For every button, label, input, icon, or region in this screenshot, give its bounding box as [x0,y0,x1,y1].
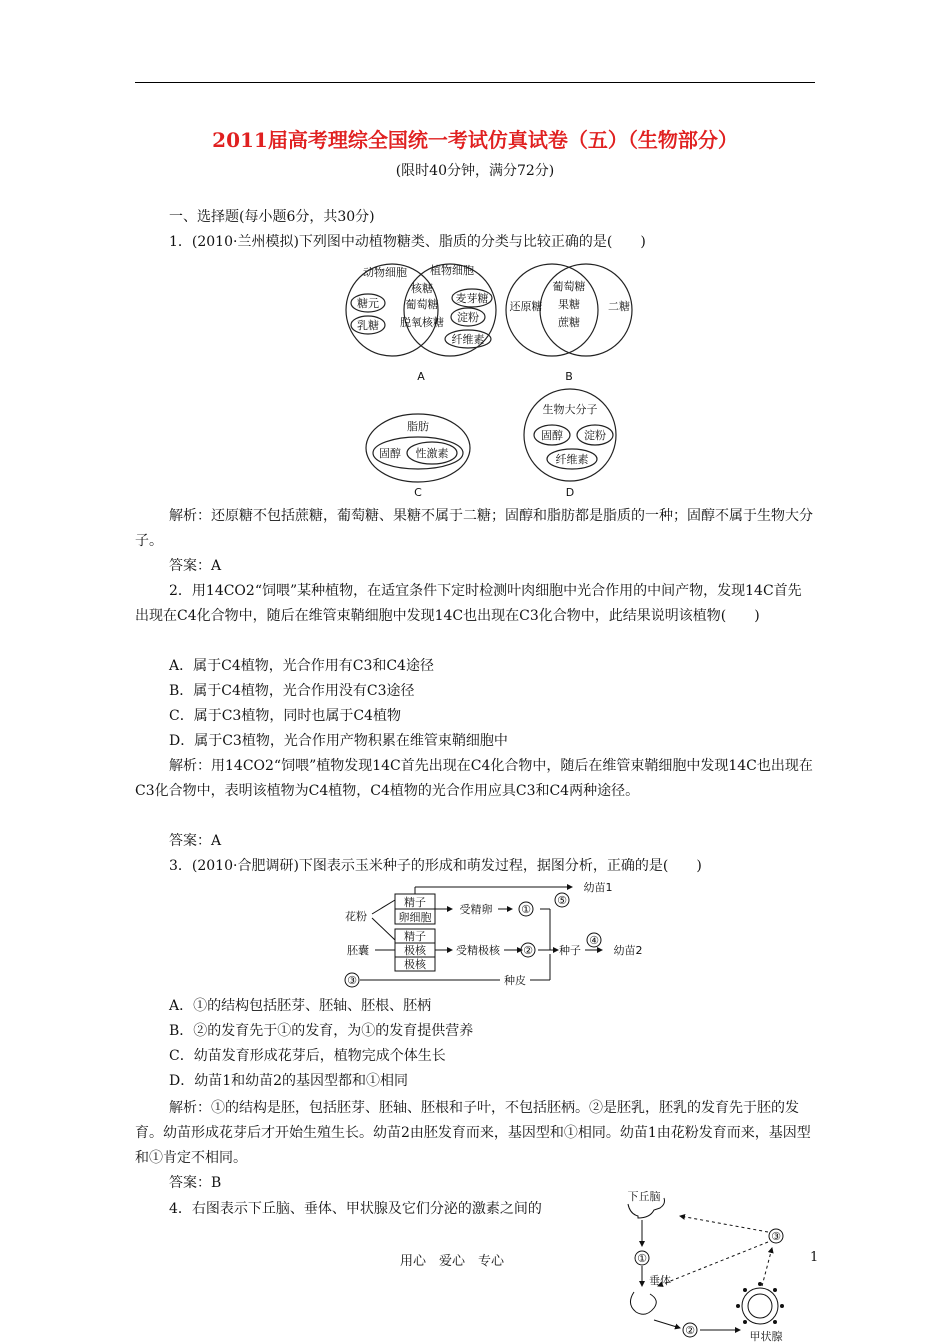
q2-answer: 答案：A [169,833,222,849]
label-zhongzi: 种子 [559,944,581,957]
fig-label-b: B [565,370,573,383]
q4-figure [610,1188,810,1344]
label-hetang: 核糖 [411,282,433,295]
label-guchun-d: 固醇 [541,429,563,442]
page-title: 2011届高考理综全国统一考试仿真试卷（五）（生物部分） [212,128,738,152]
label-xiaqiunao: 下丘脑 [627,1190,661,1203]
label-youmiao-1: 幼苗1 [583,882,613,894]
label-tuoyang: 脱氧核糖 [400,316,444,329]
label-guchun-c: 固醇 [379,447,401,460]
label-luanxibao: 卵细胞 [398,911,432,924]
label-q4-circle-1: ① [637,1252,647,1265]
label-jingzi-2: 精子 [404,930,426,943]
q3-stem: 3．(2010·合肥调研)下图表示玉米种子的形成和萌发过程，据图分析，正确的是( ) [169,858,702,874]
q3-analysis: 解析：①的结构是胚，包括胚芽、胚轴、胚根和子叶，不包括胚柄。②是胚乳，胚乳的发育先于胚的发育。幼苗形成花芽后才开始生殖生长。幼苗2由胚发育而来，基因型和①相同。幼苗1由花粉发育而来，基因型和①肯定不相同。 [135,1100,811,1166]
venn-plant-label: 植物细胞 [430,264,474,277]
label-maiya: 麦芽糖 [455,292,489,305]
q3-option-d: D．幼苗1和幼苗2的基因型都和①相同 [169,1073,409,1089]
label-circle-1: ① [521,903,531,916]
q1-stem: 1．(2010·兰州模拟)下列图中动植物糖类、脂质的分类与比较正确的是( ) [169,234,646,250]
venn-animal-label: 动物细胞 [363,266,407,279]
label-huanyuan: 还原糖 [509,300,543,313]
label-tangyuan: 糖元 [357,297,379,310]
q1-answer: 答案：A [169,558,222,574]
q1-analysis: 解析：还原糖不包括蔗糖，葡萄糖、果糖不属于二糖；固醇和脂肪都是脂质的一种；固醇不属于生物大分子。 [135,508,813,549]
fig-label-a: A [417,370,425,383]
q3-option-b: B．②的发育先于①的发育，为①的发育提供营养 [169,1023,474,1039]
label-jihe-2: 极核 [404,958,426,971]
label-peinang: 胚囊 [347,944,369,957]
label-huafen: 花粉 [345,910,367,923]
label-q4-circle-2: ② [685,1324,695,1337]
section-heading: 一、选择题(每小题6分，共30分) [169,209,375,225]
label-rutang: 乳糖 [357,319,379,332]
label-dianfen-a: 淀粉 [457,311,479,324]
q2-stem: 2．用14CO2“饲喂”某种植物，在适宜条件下定时检测叶肉细胞中光合作用的中间产物，发现14C首先出现在C4化合物中，随后在维管束鞘细胞中发现14C也出现在C3化合物中，此结果说明该植物( ) [135,583,802,624]
q3-answer: 答案：B [169,1175,222,1191]
label-putaotang-b: 葡萄糖 [552,280,586,293]
label-circle-5: ⑤ [557,894,567,907]
q2-option-a: A．属于C4植物，光合作用有C3和C4途径 [169,658,434,674]
q2-analysis: 解析：用14CO2“饲喂”植物发现14C首先出现在C4化合物中，随后在维管束鞘细胞中发现14C也出现在C3化合物中，表明该植物为C4植物，C4植物的光合作用应具C3和C4两种途径。 [135,758,813,799]
q2-option-d: D．属于C3植物，光合作用产物积累在维管束鞘细胞中 [169,733,508,749]
label-dianfen-d: 淀粉 [584,429,606,442]
label-jihe-1: 极核 [404,944,426,957]
label-dafenzi: 生物大分子 [542,403,598,416]
fig-label-d: D [565,486,575,499]
label-jingzi-1: 精子 [404,896,426,909]
q3-figure [340,882,670,992]
label-circle-3: ③ [347,974,357,987]
label-xingjisu: 性激素 [415,447,449,460]
label-zhetang: 蔗糖 [558,316,580,329]
q4-stem: 4．右图表示下丘脑、垂体、甲状腺及它们分泌的激素之间的 [169,1201,542,1217]
q2-option-b: B．属于C4植物，光合作用没有C3途径 [169,683,415,699]
fig-label-c: C [414,486,422,499]
label-ertang: 二糖 [608,300,630,313]
label-zhifang: 脂肪 [407,420,429,433]
label-xianwei-a: 纤维素 [451,333,485,346]
page-subtitle: (限时40分钟，满分72分) [395,163,555,179]
label-q4-circle-3: ③ [771,1230,781,1243]
label-shoujingluan: 受精卵 [459,903,493,916]
header-rule [135,82,815,83]
label-zhongpi: 种皮 [504,974,526,987]
q2-option-c: C．属于C3植物，同时也属于C4植物 [169,708,401,724]
q1-figure [340,258,640,503]
label-guotang: 果糖 [558,298,580,311]
page-number: 1 [810,1250,819,1265]
label-circle-4: ④ [589,934,599,947]
label-putaotang-a: 葡萄糖 [405,298,439,311]
label-shoujingjihe: 受精极核 [456,944,500,957]
label-xianwei-d: 纤维素 [555,453,589,466]
label-youmiao-2: 幼苗2 [613,944,643,957]
label-circle-2: ② [523,944,533,957]
q3-option-c: C．幼苗发育形成花芽后，植物完成个体生长 [169,1048,446,1064]
label-jiazhuangxian: 甲状腺 [749,1330,783,1343]
label-chuiti: 垂体 [649,1274,671,1287]
q3-option-a: A．①的结构包括胚芽、胚轴、胚根、胚柄 [169,998,432,1014]
page-footer: 用心 爱心 专心 [400,1254,505,1269]
